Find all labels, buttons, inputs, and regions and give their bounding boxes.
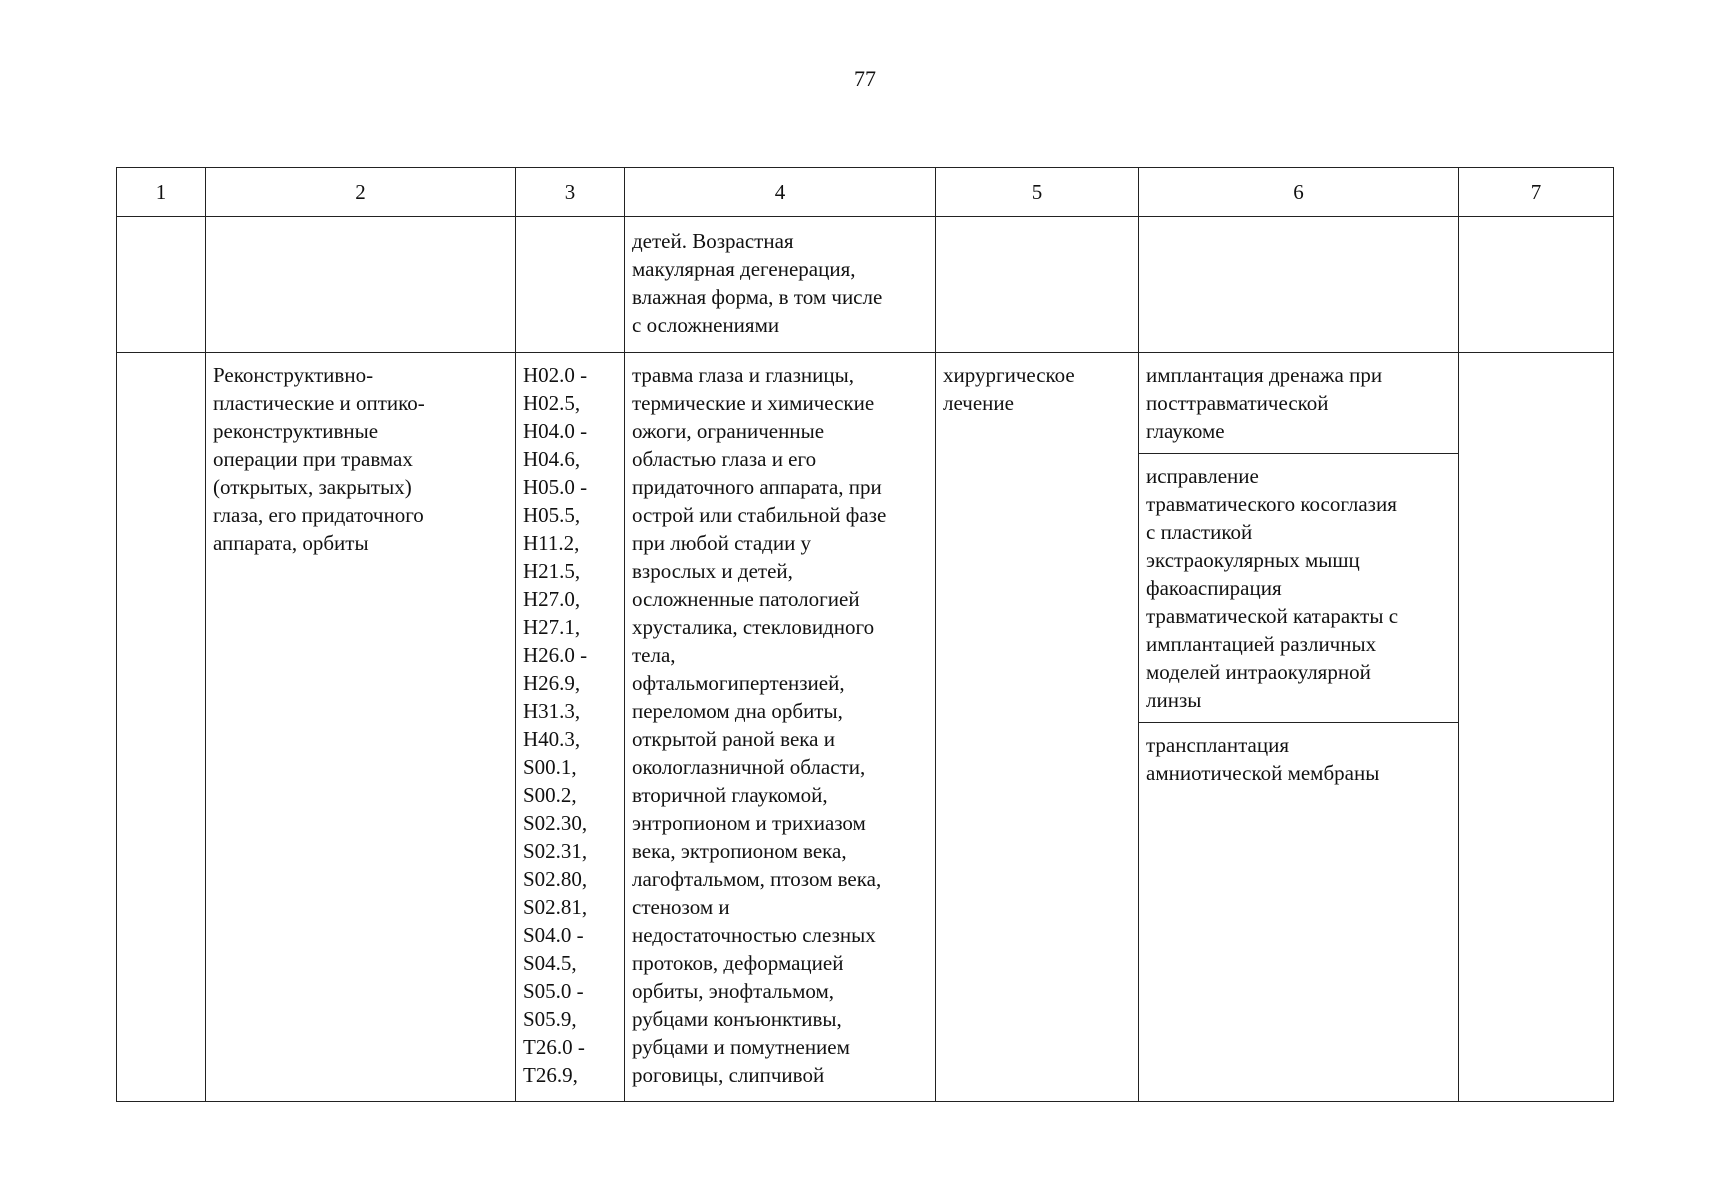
cont-cell-6 xyxy=(1139,217,1459,353)
header-cell-6: 6 xyxy=(1139,168,1459,217)
page-number: 77 xyxy=(854,66,876,91)
cont-cell-5 xyxy=(936,217,1139,353)
icd-codes-cell: H02.0 - H02.5, H04.0 - H04.6, H05.0 - H05.5, H11.2, H21.5, H27.0, H27.1, H26.0 - H26.9, H31.3, H40.3, S00.1, S00.2, S02.30, S02.31, S02.80, S02.81, S04.0 - S04.5, S05.0 - S05.9, T26.0 - T26.9, xyxy=(516,353,625,1102)
header-cell-1: 1 xyxy=(117,168,206,217)
header-cell-3: 3 xyxy=(516,168,625,217)
diagnosis-cell: травма глаза и глазницы, термические и химические ожоги, ограниченные областью глаза и его придаточного аппарата, при острой или стабильной фазе при любой стадии у взрослых и детей, осложненные патологией хрусталика, стекловидного тела, офтальмогипертензией, переломом дна орбиты, открытой раной века и окологлазничной области, вторичной глаукомой, энтропионом и трихиазом века, эктропионом века, лагофтальмом, птозом века, стенозом и недостаточностью слезных протоков, деформацией орбиты, энофтальмом, рубцами конъюнктивы, рубцами и помутнением роговицы, слипчивой xyxy=(625,353,936,1102)
document-table xyxy=(116,167,1614,1102)
cont-cell-1 xyxy=(117,217,206,353)
cont-cell-2 xyxy=(206,217,516,353)
treatment-methods-cell xyxy=(1139,353,1459,1102)
treatment-type-cell: хирургическое лечение xyxy=(936,353,1139,1102)
main-cell-1 xyxy=(117,353,206,1102)
header-cell-7: 7 xyxy=(1459,168,1614,217)
main-cell-7 xyxy=(1459,353,1614,1102)
treatment-method-item: трансплантация амниотической мембраны xyxy=(1146,733,1380,785)
cont-cell-3 xyxy=(516,217,625,353)
treatment-method-item: исправление травматического косоглазия с пластикой экстраокулярных мышц факоаспирация травматической катаракты с имплантацией различных моделей интраокулярной линзы xyxy=(1139,454,1458,723)
header-cell-2: 2 xyxy=(206,168,516,217)
header-cell-5: 5 xyxy=(936,168,1139,217)
table-row xyxy=(117,353,1614,1102)
treatment-method-item: имплантация дренажа при посттравматической глаукоме xyxy=(1139,353,1458,454)
table-row xyxy=(117,217,1614,353)
operation-type-cell: Реконструктивно- пластические и оптико- реконструктивные операции при травмах (открытых, закрытых) глаза, его придаточного аппарата, орбиты xyxy=(206,353,516,1102)
cont-cell-7 xyxy=(1459,217,1614,353)
cont-cell-diagnosis: детей. Возрастная макулярная дегенерация, влажная форма, в том числе с осложнениями xyxy=(625,217,936,353)
table-header-row xyxy=(117,168,1614,217)
header-cell-4: 4 xyxy=(625,168,936,217)
